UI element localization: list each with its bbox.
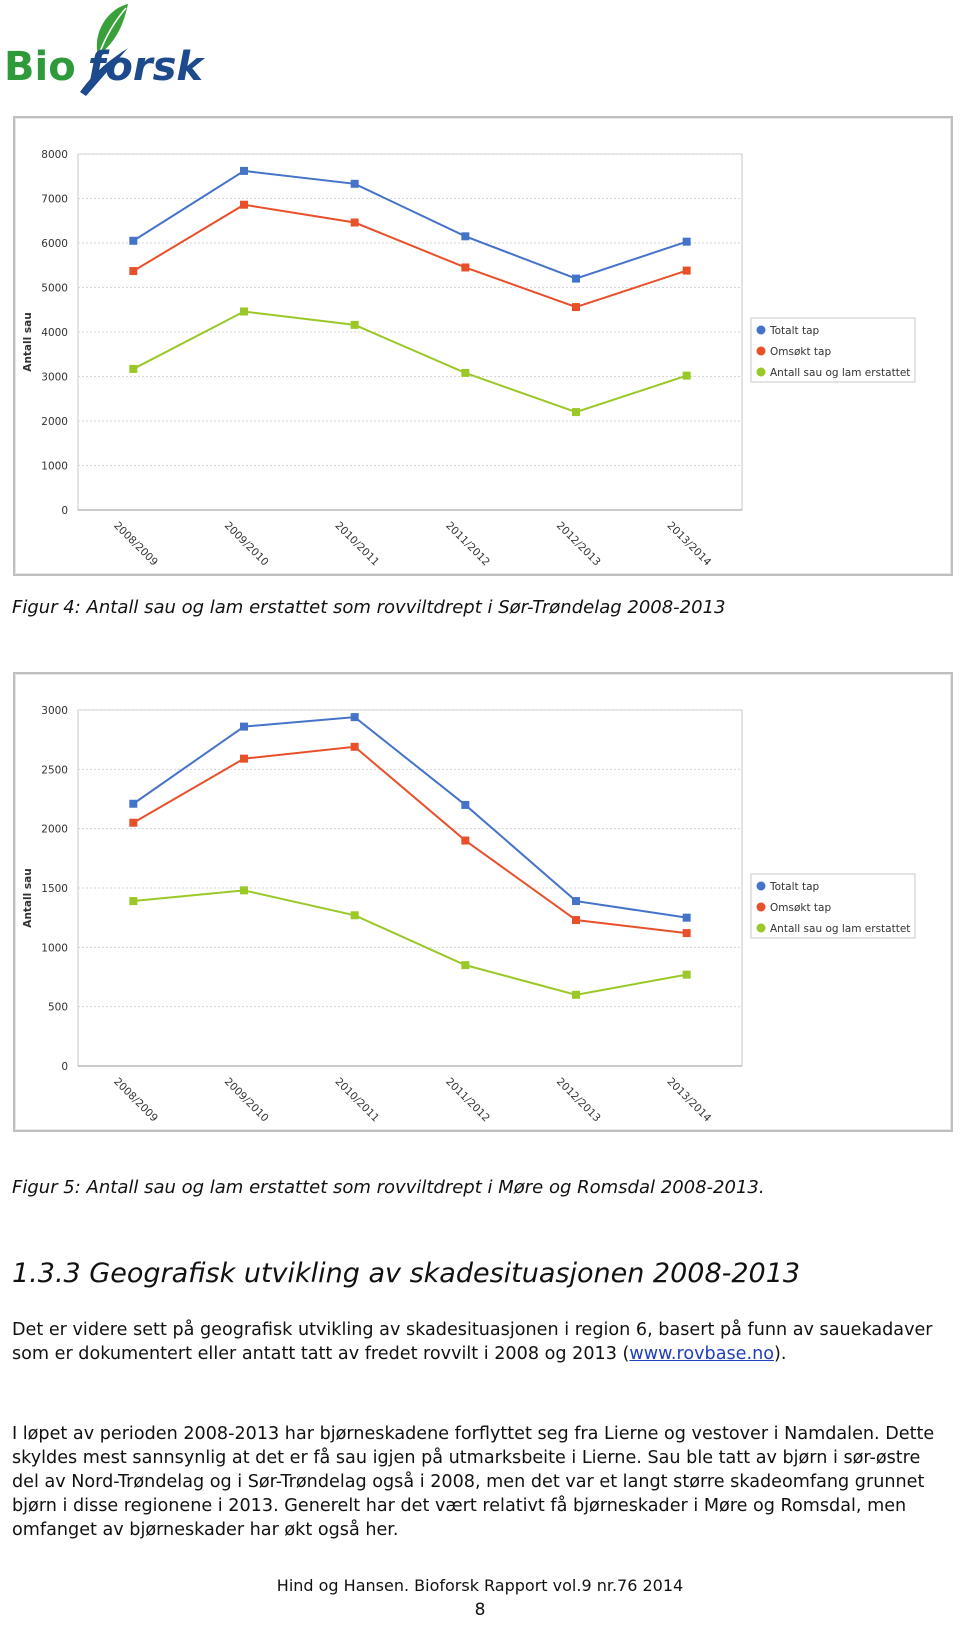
data-point [683,914,691,922]
y-tick-label: 1500 [41,883,68,895]
y-axis-title: Antall sau [22,868,34,928]
data-point [351,713,359,721]
legend-label: Omsøkt tap [770,902,832,914]
data-point [572,916,580,924]
x-tick-label: 2008/2009 [111,519,160,569]
y-tick-label: 500 [47,1001,68,1014]
data-point [240,755,248,763]
data-point [461,961,469,969]
data-point [240,167,248,175]
x-tick-label: 2011/2012 [443,519,492,569]
logo-text-bio: Bio [4,44,76,90]
paragraph-1-text: Det er videre sett på geografisk utvikling av skadesituasjonen i region 6, basert på funn av sauekadaver som er dokumentert eller antatt tatt av fredet rovvilt i 2008 og 2013 ( [12,1320,933,1364]
legend-marker [757,924,766,933]
x-tick-label: 2010/2011 [332,519,382,569]
y-tick-label: 1000 [41,942,68,955]
data-point [129,819,137,827]
data-point [461,263,469,271]
data-point [240,886,248,894]
data-point [351,743,359,751]
x-tick-label: 2009/2010 [221,519,271,569]
data-point [461,801,469,809]
line-chart-2 [15,674,955,1134]
y-tick-label: 3000 [41,705,68,717]
data-point [461,837,469,845]
x-tick-label: 2012/2013 [553,519,603,569]
paragraph-1-end: ). [774,1344,787,1364]
y-tick-label: 0 [61,1061,68,1073]
data-point [683,971,691,979]
legend-label: Antall sau og lam erstattet [770,923,911,935]
y-tick-label: 0 [61,505,68,517]
x-tick-label: 2011/2012 [443,1075,492,1125]
data-point [240,201,248,209]
y-tick-label: 8000 [41,149,68,161]
x-tick-label: 2009/2010 [221,1075,271,1125]
y-tick-label: 6000 [41,238,68,250]
y-tick-label: 5000 [41,282,68,295]
footer-citation: Hind og Hansen. Bioforsk Rapport vol.9 nr.76 2014 [276,1576,684,1595]
chart-more-og-romsdal [13,672,953,1132]
paragraph-2: I løpet av perioden 2008-2013 har bjørneskadene forflyttet seg fra Lierne og vestover i Namdalen. Dette skyldes mest sannsynlig at det er få sau igjen på utmarksbeite i Lierne. Sau ble tatt av bjørn i sør-østre del av Nord-Trøndelag og i Sør-Trøndelag også i 2008, men det var et langt større skadeomfang grunnet bjørn i disse regionene i 2013. Generelt har det vært relativt få bjørneskader i Møre og Romsdal, men omfanget av bjørneskader har økt også her. [12,1424,935,1540]
data-point [240,723,248,731]
data-point [129,800,137,808]
data-point [129,237,137,245]
paragraph-1 [12,1318,947,1366]
bioforsk-logo [0,0,204,100]
y-tick-label: 7000 [41,193,68,206]
data-point [572,408,580,416]
x-tick-label: 2008/2009 [111,1075,160,1125]
line-chart-1 [15,118,955,578]
data-point [351,911,359,919]
rovbase-link[interactable]: www.rovbase.no [629,1344,774,1364]
y-axis-title: Antall sau [22,312,34,372]
legend-marker [757,903,766,912]
legend-label: Antall sau og lam erstattet [770,367,911,379]
data-point [129,365,137,373]
data-point [683,372,691,380]
x-tick-label: 2010/2011 [332,1075,382,1125]
y-tick-label: 1000 [41,460,68,473]
chart-sor-trondelag [13,116,953,576]
data-point [683,267,691,275]
legend-marker [757,347,766,356]
data-point [572,897,580,905]
data-point [129,267,137,275]
x-tick-label: 2013/2014 [664,519,714,569]
legend-label: Totalt tap [770,325,820,337]
data-point [572,275,580,283]
legend-marker [757,368,766,377]
page-number: 8 [474,1600,486,1620]
x-tick-label: 2013/2014 [664,1075,714,1125]
data-point [572,991,580,999]
y-tick-label: 4000 [41,327,68,339]
legend-label: Omsøkt tap [770,346,832,358]
legend-label: Totalt tap [770,881,820,893]
data-point [351,321,359,329]
section-heading: 1.3.3 Geografisk utvikling av skadesituasjonen 2008-2013 [12,1258,801,1289]
y-tick-label: 2500 [41,764,68,777]
data-point [351,180,359,188]
data-point [129,897,137,905]
data-point [240,308,248,316]
figure-5-caption: Figur 5: Antall sau og lam erstattet som rovviltdrept i Møre og Romsdal 2008-2013. [12,1177,765,1198]
figure-4-caption: Figur 4: Antall sau og lam erstattet som rovviltdrept i Sør-Trøndelag 2008-2013 [12,597,726,618]
data-point [351,219,359,227]
logo-text-forsk: forsk [88,44,204,90]
data-point [572,303,580,311]
data-point [683,929,691,937]
legend-marker [757,882,766,891]
data-point [461,369,469,377]
x-tick-label: 2012/2013 [553,1075,603,1125]
legend-marker [757,326,766,335]
y-tick-label: 3000 [41,371,68,384]
y-tick-label: 2000 [41,416,68,428]
data-point [683,238,691,246]
y-tick-label: 2000 [41,823,68,836]
data-point [461,232,469,240]
